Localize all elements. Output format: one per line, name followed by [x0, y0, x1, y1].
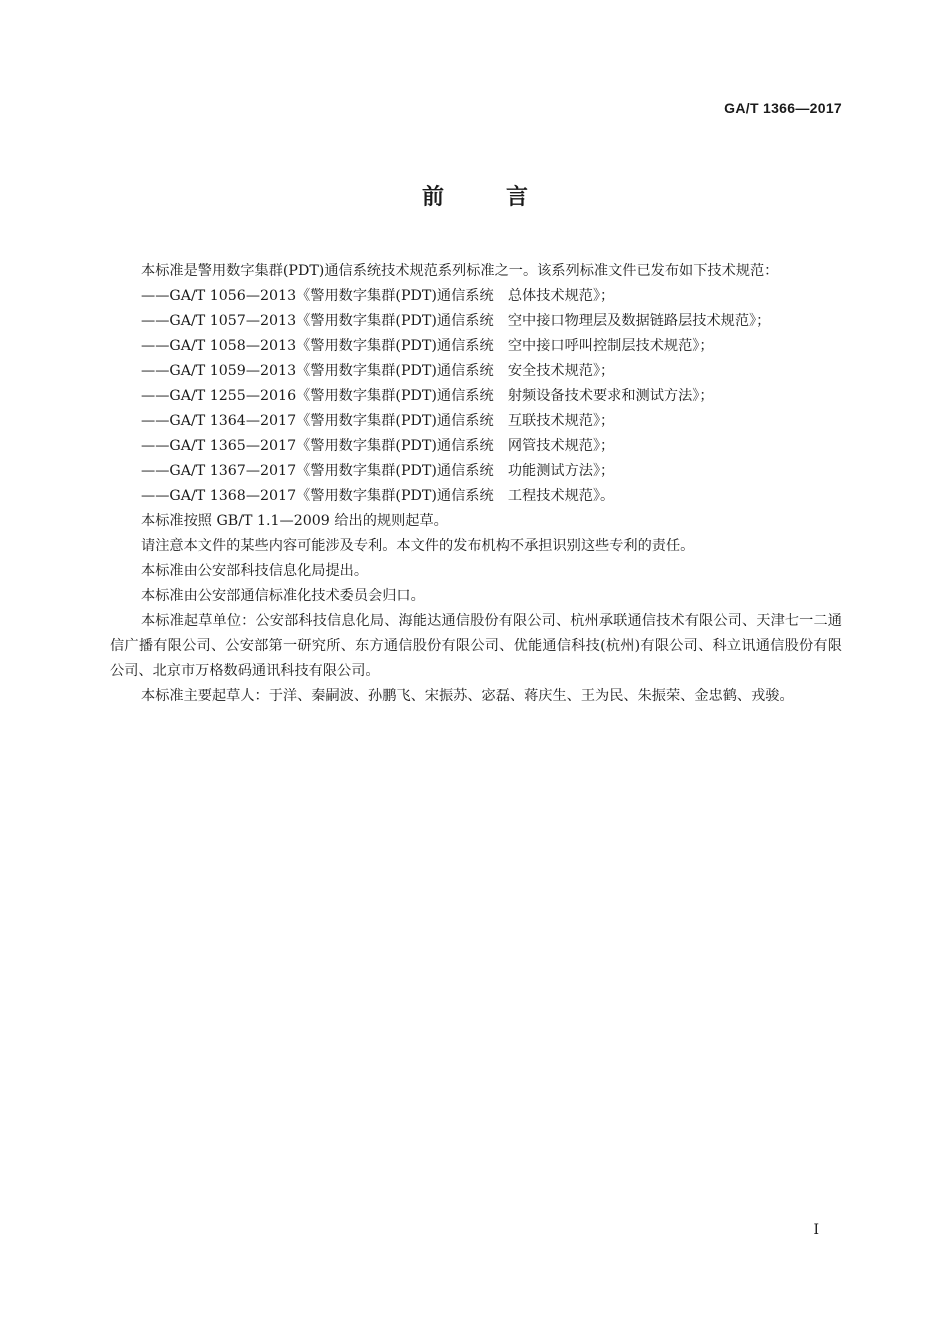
standard-item	[110, 484, 842, 509]
drafting-units-paragraph: 本标准起草单位：公安部科技信息化局、海能达通信股份有限公司、杭州承联通信技术有限公司、天津七一二通信广播有限公司、公安部第一研究所、东方通信股份有限公司、优能通信科技(杭州)有限公司、科立讯通信股份有限公司、北京市万格数码通讯科技有限公司。	[110, 613, 842, 679]
standard-code: ——GA/T 1368—2017	[141, 488, 297, 504]
standard-code: ——GA/T 1058—2013	[141, 338, 297, 354]
standard-code: ——GA/T 1365—2017	[141, 438, 297, 454]
standard-item	[110, 334, 842, 359]
centralized-by-paragraph: 本标准由公安部通信标准化技术委员会归口。	[141, 588, 425, 604]
standard-code: ——GA/T 1057—2013	[141, 313, 297, 329]
standard-item	[110, 359, 842, 384]
standard-item	[110, 309, 842, 334]
standard-code: ——GA/T 1367—2017	[141, 463, 297, 479]
standard-item	[110, 434, 842, 459]
standard-title: 《警用数字集群(PDT)通信系统 互联技术规范》；	[296, 413, 615, 429]
intro-paragraph: 本标准是警用数字集群(PDT)通信系统技术规范系列标准之一。该系列标准文件已发布如下技术规范：	[141, 263, 779, 279]
patent-notice-paragraph: 请注意本文件的某些内容可能涉及专利。本文件的发布机构不承担识别这些专利的责任。	[141, 538, 695, 554]
standard-title: 《警用数字集群(PDT)通信系统 射频设备技术要求和测试方法》；	[296, 388, 714, 404]
standard-title: 《警用数字集群(PDT)通信系统 空中接口物理层及数据链路层技术规范》；	[296, 313, 771, 329]
document-code: GA/T 1366—2017	[724, 100, 842, 116]
standard-code: ——GA/T 1364—2017	[141, 413, 297, 429]
standard-item	[110, 409, 842, 434]
main-drafters-paragraph: 本标准主要起草人：于洋、秦嗣波、孙鹏飞、宋振苏、宓磊、蒋庆生、王为民、朱振荣、金忠鹤、戎骏。	[141, 688, 794, 704]
drafting-rules-paragraph: 本标准按照 GB/T 1.1—2009 给出的规则起草。	[141, 513, 448, 529]
standard-code: ——GA/T 1255—2016	[141, 388, 297, 404]
standard-item	[110, 459, 842, 484]
standard-code: ——GA/T 1059—2013	[141, 363, 297, 379]
proposed-by-paragraph: 本标准由公安部科技信息化局提出。	[141, 563, 369, 579]
standard-title: 《警用数字集群(PDT)通信系统 总体技术规范》；	[296, 288, 615, 304]
standard-code: ——GA/T 1056—2013	[141, 288, 297, 304]
standard-title: 《警用数字集群(PDT)通信系统 网管技术规范》；	[296, 438, 615, 454]
body-text	[110, 259, 842, 709]
standard-title: 《警用数字集群(PDT)通信系统 工程技术规范》。	[296, 488, 615, 504]
standard-title: 《警用数字集群(PDT)通信系统 功能测试方法》；	[296, 463, 615, 479]
standard-title: 《警用数字集群(PDT)通信系统 空中接口呼叫控制层技术规范》；	[296, 338, 714, 354]
standard-title: 《警用数字集群(PDT)通信系统 安全技术规范》；	[296, 363, 615, 379]
page-title: 前言	[421, 185, 590, 210]
page-number: I	[813, 1222, 819, 1238]
standard-item	[110, 384, 842, 409]
standard-item	[110, 284, 842, 309]
